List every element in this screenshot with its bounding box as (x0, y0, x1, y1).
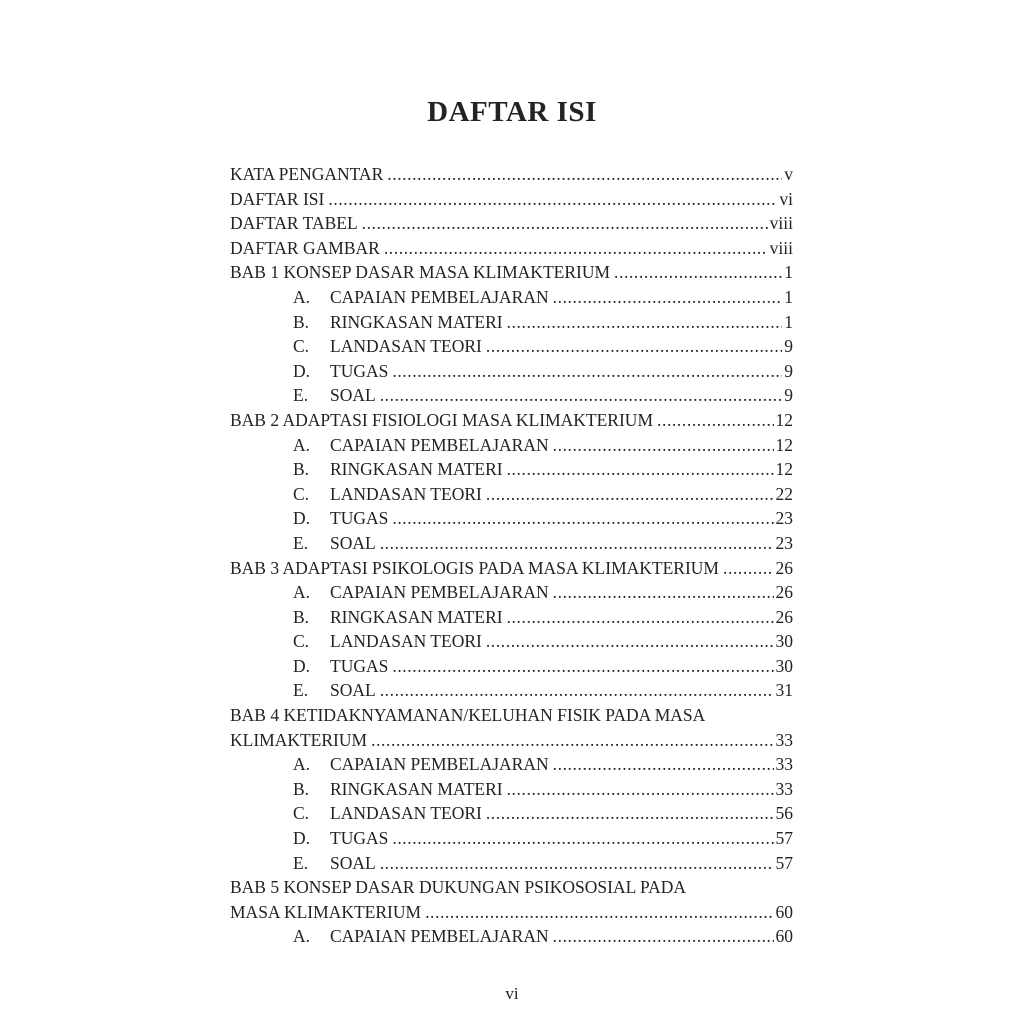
toc-entry (230, 703, 793, 728)
toc-entry (230, 580, 793, 605)
toc-entry-letter: B. (293, 311, 310, 332)
dot-leader (380, 383, 783, 408)
toc-entry-label: DAFTAR TABEL (230, 213, 358, 234)
dot-leader (507, 457, 774, 482)
toc-entry-label: TUGAS (330, 828, 389, 849)
toc-entry-letter: E. (293, 852, 309, 873)
toc-entry-label: SOAL (330, 680, 376, 701)
toc-entry-label: CAPAIAN PEMBELAJARAN (330, 754, 549, 775)
toc-entry-page: 57 (775, 852, 793, 873)
toc-entry-label: LANDASAN TEORI (330, 631, 482, 652)
toc-entry (230, 752, 793, 777)
toc-entry-page: 9 (784, 336, 793, 357)
toc-entry-page: 31 (775, 680, 793, 701)
dot-leader (553, 285, 783, 310)
dot-leader (553, 580, 774, 605)
toc-entry-page: v (784, 164, 793, 184)
dot-leader (507, 310, 783, 335)
toc-entry-letter: A. (293, 754, 311, 775)
toc-entry-page: 9 (784, 360, 793, 381)
toc-entry-letter: C. (293, 336, 310, 357)
toc-entry-page: 57 (775, 828, 793, 849)
dot-leader (486, 801, 774, 826)
dot-leader (486, 482, 774, 507)
toc-entry (230, 482, 793, 507)
dot-leader (507, 605, 774, 630)
toc-entry (230, 359, 793, 384)
dot-leader (657, 408, 774, 433)
toc-entry (230, 162, 793, 187)
toc-entry (230, 678, 793, 703)
toc-entry-page: 30 (775, 631, 793, 652)
toc-entry-label: BAB 4 KETIDAKNYAMANAN/KELUHAN FISIK PADA MASA (230, 705, 706, 726)
toc-entry-label: RINGKASAN MATERI (330, 459, 503, 480)
toc-entry (230, 900, 793, 925)
toc-entry-label: DAFTAR GAMBAR (230, 237, 380, 258)
toc-entry-page: 1 (784, 286, 793, 307)
toc-entry (230, 728, 793, 753)
toc-entry-label: SOAL (330, 852, 376, 873)
toc-entry-label: KLIMAKTERIUM (230, 729, 368, 750)
toc-entry-label: LANDASAN TEORI (330, 336, 482, 357)
toc-entry-page: 30 (775, 655, 793, 676)
toc-entry (230, 826, 793, 851)
dot-leader (486, 334, 782, 359)
toc-entry-page: 33 (775, 778, 793, 799)
toc-entry-label: TUGAS (330, 508, 389, 529)
toc-entry (230, 777, 793, 802)
toc-entry-letter: A. (293, 582, 311, 603)
toc-entry (230, 310, 793, 335)
dot-leader (507, 777, 774, 802)
toc-entry-label: SOAL (330, 385, 376, 406)
dot-leader (392, 826, 773, 851)
toc-entry-letter: B. (293, 778, 310, 799)
toc-entry (230, 531, 793, 556)
toc-entry (230, 506, 793, 531)
toc-entry-page: vi (779, 188, 793, 209)
dot-leader (380, 678, 774, 703)
toc-entry (230, 236, 793, 261)
toc-entry-label: RINGKASAN MATERI (330, 606, 503, 627)
dot-leader (553, 752, 774, 777)
toc-entry-page: 12 (775, 459, 793, 480)
dot-leader (553, 924, 774, 949)
dot-leader (723, 556, 774, 581)
toc-entry-page: 1 (784, 262, 793, 283)
toc-entry (230, 285, 793, 310)
dot-leader (362, 211, 768, 236)
toc-entry (230, 556, 793, 581)
toc-entry-page: 26 (775, 557, 793, 578)
toc-entry-letter: E. (293, 532, 309, 553)
toc-entry-label: DAFTAR ISI (230, 188, 325, 209)
toc-entry (230, 457, 793, 482)
toc-entry (230, 383, 793, 408)
toc-entry-label: SOAL (330, 532, 376, 553)
dot-leader (328, 187, 777, 212)
toc-entry-letter: C. (293, 483, 310, 504)
toc-entry-letter: D. (293, 828, 311, 849)
toc-entry-letter: B. (293, 459, 310, 480)
toc-entry-label: CAPAIAN PEMBELAJARAN (330, 926, 549, 947)
page-title: DAFTAR ISI (427, 96, 597, 128)
toc-entry-label: BAB 3 ADAPTASI PSIKOLOGIS PADA MASA KLIMAKTERIUM (230, 557, 719, 578)
toc-entry (230, 211, 793, 236)
toc-entry (230, 260, 793, 285)
toc-entry-page: viii (769, 237, 793, 258)
toc-entry-label: BAB 2 ADAPTASI FISIOLOGI MASA KLIMAKTERIUM (230, 409, 653, 430)
toc-entry-page: 22 (775, 483, 793, 504)
toc-entry-page: 26 (775, 606, 793, 627)
toc-entry (230, 654, 793, 679)
toc-entry (230, 605, 793, 630)
dot-leader (384, 236, 768, 261)
toc-entry-label: CAPAIAN PEMBELAJARAN (330, 434, 549, 455)
toc-entry-page: 23 (775, 532, 793, 553)
dot-leader (380, 851, 774, 876)
toc-entry-page: 12 (775, 409, 793, 430)
toc-entry-label: KATA PENGANTAR (230, 164, 384, 184)
toc-entry (230, 851, 793, 876)
toc-entry (230, 629, 793, 654)
dot-leader (486, 629, 774, 654)
dot-leader (425, 900, 773, 925)
toc-entry-letter: E. (293, 385, 309, 406)
toc-entry-page: 33 (775, 729, 793, 750)
dot-leader (614, 260, 782, 285)
toc-entry-label: LANDASAN TEORI (330, 483, 482, 504)
toc-entry-page: 33 (775, 754, 793, 775)
toc-entry-page: 60 (775, 901, 793, 922)
toc-entry-page: 9 (784, 385, 793, 406)
toc-entry (230, 433, 793, 458)
toc-entry-page: viii (769, 213, 793, 234)
toc-entry-letter: A. (293, 926, 311, 947)
toc-entry-label: TUGAS (330, 360, 389, 381)
toc-entry-letter: D. (293, 360, 311, 381)
toc-entry-label: BAB 1 KONSEP DASAR MASA KLIMAKTERIUM (230, 262, 611, 283)
toc-entry (230, 187, 793, 212)
toc-entry-label: CAPAIAN PEMBELAJARAN (330, 286, 549, 307)
toc-entry-letter: C. (293, 631, 310, 652)
toc-entry (230, 924, 793, 949)
dot-leader (392, 654, 773, 679)
toc-entry-page: 26 (775, 582, 793, 603)
toc-entry (230, 408, 793, 433)
dot-leader (392, 506, 773, 531)
toc-entry-page: 60 (775, 926, 793, 947)
toc-entry-letter: C. (293, 803, 310, 824)
toc-entry-page: 23 (775, 508, 793, 529)
toc-entry-page: 1 (784, 311, 793, 332)
toc-entry-label: MASA KLIMAKTERIUM (230, 901, 422, 922)
toc-entry (230, 875, 793, 900)
toc-entry-letter: D. (293, 508, 311, 529)
toc-entry-letter: A. (293, 434, 311, 455)
dot-leader (387, 162, 782, 187)
toc-entry-label: TUGAS (330, 655, 389, 676)
dot-leader (392, 359, 782, 384)
toc-entry-letter: D. (293, 655, 311, 676)
dot-leader (371, 728, 773, 753)
toc-entry (230, 334, 793, 359)
toc-entry (230, 801, 793, 826)
toc-entry-letter: B. (293, 606, 310, 627)
toc-entry-label: BAB 5 KONSEP DASAR DUKUNGAN PSIKOSOSIAL PADA (230, 877, 687, 898)
toc-entry-label: RINGKASAN MATERI (330, 778, 503, 799)
toc-entry-letter: A. (293, 286, 311, 307)
toc-entry-label: CAPAIAN PEMBELAJARAN (330, 582, 549, 603)
toc-entry-page: 56 (775, 803, 793, 824)
dot-leader (553, 433, 774, 458)
toc-entry-letter: E. (293, 680, 309, 701)
toc-entry-page: 12 (775, 434, 793, 455)
footer-page-number: vi (505, 984, 519, 1003)
toc-entry-label: RINGKASAN MATERI (330, 311, 503, 332)
dot-leader (380, 531, 774, 556)
toc-list (230, 162, 793, 949)
toc-entry-label: LANDASAN TEORI (330, 803, 482, 824)
